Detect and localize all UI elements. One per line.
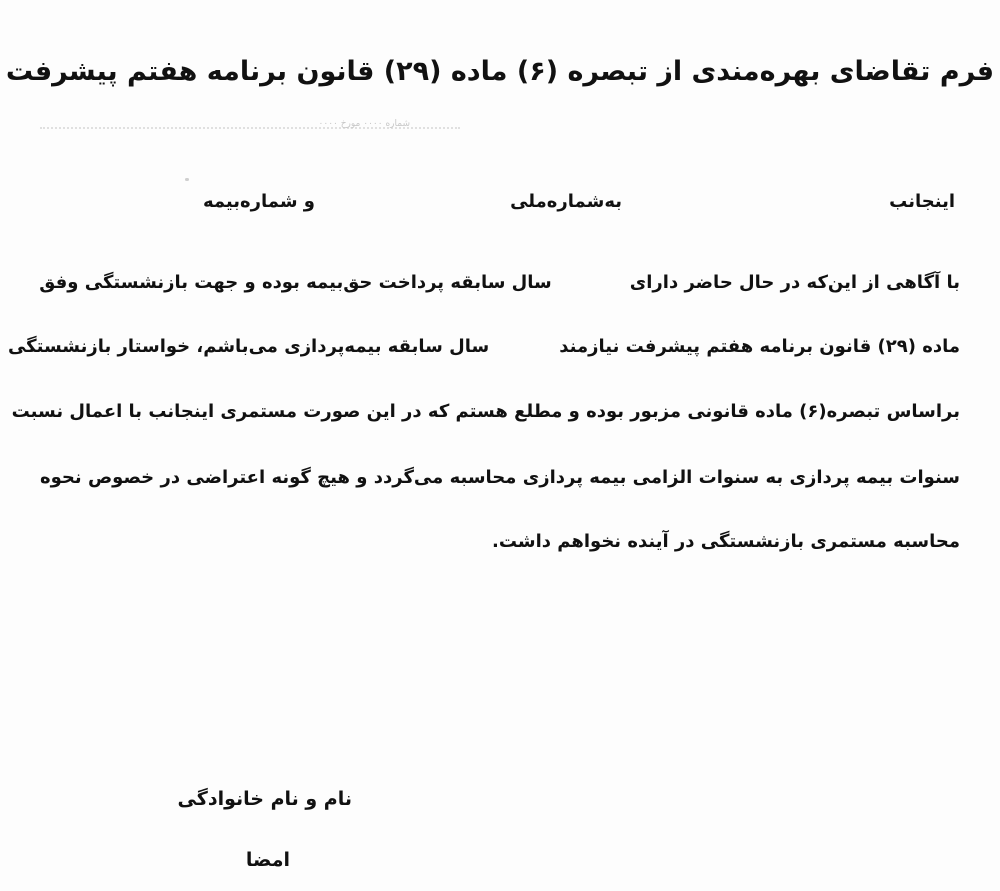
signature-label: امضا	[245, 849, 290, 871]
faint-reference-text: شماره ۰۰۰۰ مورخ ۰۰۰۰	[318, 119, 410, 129]
body-line-2	[7, 332, 960, 362]
body-line-3: براساس تبصره(۶) ماده قانونی مزبور بوده و مطلع هستم که در این صورت مستمری اینجانب با اعمال نسبت	[11, 401, 960, 422]
body-line-4: سنوات بیمه پردازی به سنوات الزامی بیمه پردازی محاسبه می‌گردد و هیچ گونه اعتراضی در خصوص نحوه	[40, 467, 960, 488]
applicant-label: اینجانب	[889, 191, 955, 212]
insurance-number-label: و شماره‌بیمه	[202, 191, 315, 212]
body-line-2-start: ماده (۲۹) قانون برنامه هفتم پیشرفت نیازمند	[559, 336, 960, 357]
body-line-1-start: با آگاهی از این‌که در حال حاضر دارای	[629, 272, 960, 293]
body-line-2-end: سال سابقه بیمه‌پردازی می‌باشم، خواستار بازنشستگی	[7, 336, 490, 357]
form-title: فرم تقاضای بهره‌مندی از تبصره (۶) ماده (۲۹) قانون برنامه هفتم پیشرفت	[5, 56, 995, 87]
body-line-1-end: سال سابقه پرداخت حق‌بیمه بوده و جهت بازنشستگی وفق	[39, 272, 552, 293]
full-name-label: نام و نام خانوادگی	[177, 788, 352, 810]
faint-mark	[185, 178, 189, 181]
body-line-1	[40, 268, 960, 298]
national-id-label: به‌شماره‌ملی	[510, 191, 622, 212]
body-line-5: محاسبه مستمری بازنشستگی در آینده نخواهم داشت.	[492, 531, 960, 552]
